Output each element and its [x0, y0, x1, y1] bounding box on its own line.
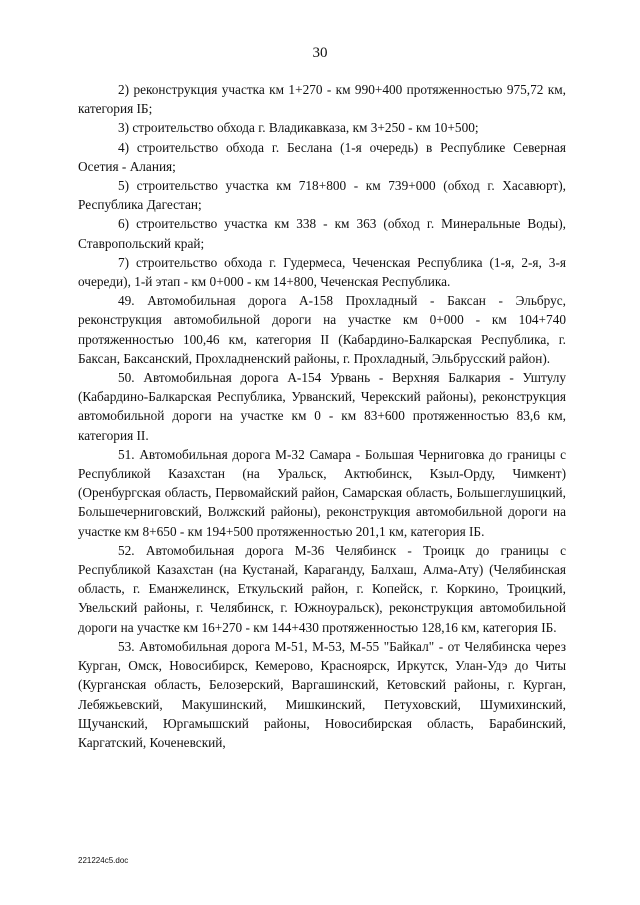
paragraph-49: 49. Автомобильная дорога А-158 Прохладный - Баксан - Эльбрус, реконструкция автомобильной дороги на участке км 0+000 - км 104+740 протяженностью 100,46 км, категория II (Кабардино-Балкарская Республика, г. Баксан, Баксанский, Прохладненский районы, г. Прохладный, Эльбрусский район). — [78, 293, 566, 366]
paragraph-50: 50. Автомобильная дорога А-154 Урвань - Верхняя Балкария - Уштулу (Кабардино-Балкарская Республика, Урванский, Черекский районы), реконструкция автомобильной дороги на участке км 0 - км 83+600 протяженностью 83,6 км, категория II. — [78, 370, 566, 443]
paragraph-53: 53. Автомобильная дорога М-51, М-53, М-55 "Байкал" - от Челябинска через Курган, Омск, Новосибирск, Кемерово, Красноярск, Иркутск, Улан-Удэ до Читы (Курганская область, Белозерский, Варгашинский, Кетовский районы, г. Курган, Лебяжьевский, Макушинский, Мишкинский, Петуховский, Шумихинский, Щучанский, Юргамышский районы, Новосибирская область, Барабинский, Каргатский, Коченевский, — [78, 638, 566, 750]
page-number: 30 — [312, 45, 328, 61]
paragraph-item-4: 4) строительство обхода г. Беслана (1-я очередь) в Республике Северная Осетия - Алания; — [78, 139, 566, 174]
paragraph-51: 51. Автомобильная дорога М-32 Самара - Большая Черниговка до границы с Республикой Казахстан (на Уральск, Актюбинск, Кзыл-Орду, Чимкент) (Оренбургская область, Первомайский район, Самарская область, Большеглушицкий, Большечерниговский, Волжский районы), реконструкция автомобильной дороги на участке км 8+650 - км 194+500 протяженностью 201,1 км, категория IБ. — [78, 446, 566, 539]
paragraph-item-2: 2) реконструкция участка км 1+270 - км 990+400 протяженностью 975,72 км, категория IБ; — [78, 82, 566, 117]
paragraph-item-5: 5) строительство участка км 718+800 - км 739+000 (обход г. Хасавюрт), Республика Дагестан; — [78, 178, 566, 213]
paragraph-item-6: 6) строительство участка км 338 - км 363 (обход г. Минеральные Воды), Ставропольский край; — [78, 216, 566, 251]
paragraph-item-3: 3) строительство обхода г. Владикавказа, км 3+250 - км 10+500; — [118, 120, 479, 136]
document-filename: 221224c5.doc — [78, 856, 129, 865]
document-body — [78, 80, 566, 752]
paragraph-item-7: 7) строительство обхода г. Гудермеса, Чеченская Республика (1-я, 2-я, 3-я очереди), 1-й этап - км 0+000 - км 14+800, Чеченская Республика. — [78, 254, 566, 290]
paragraph-52: 52. Автомобильная дорога М-36 Челябинск - Троицк до границы с Республикой Казахстан (на Кустанай, Караганду, Балхаш, Алма-Ату) (Челябинская область, г. Еманжелинск, Еткульский район, г. Копейск, г. Коркино, Троицкий, Увельский районы, г. Челябинск, г. Южноуральск), реконструкция автомобильной дороги на участке км 16+270 - км 144+430 протяженностью 128,16 км, категория IБ. — [78, 542, 566, 635]
